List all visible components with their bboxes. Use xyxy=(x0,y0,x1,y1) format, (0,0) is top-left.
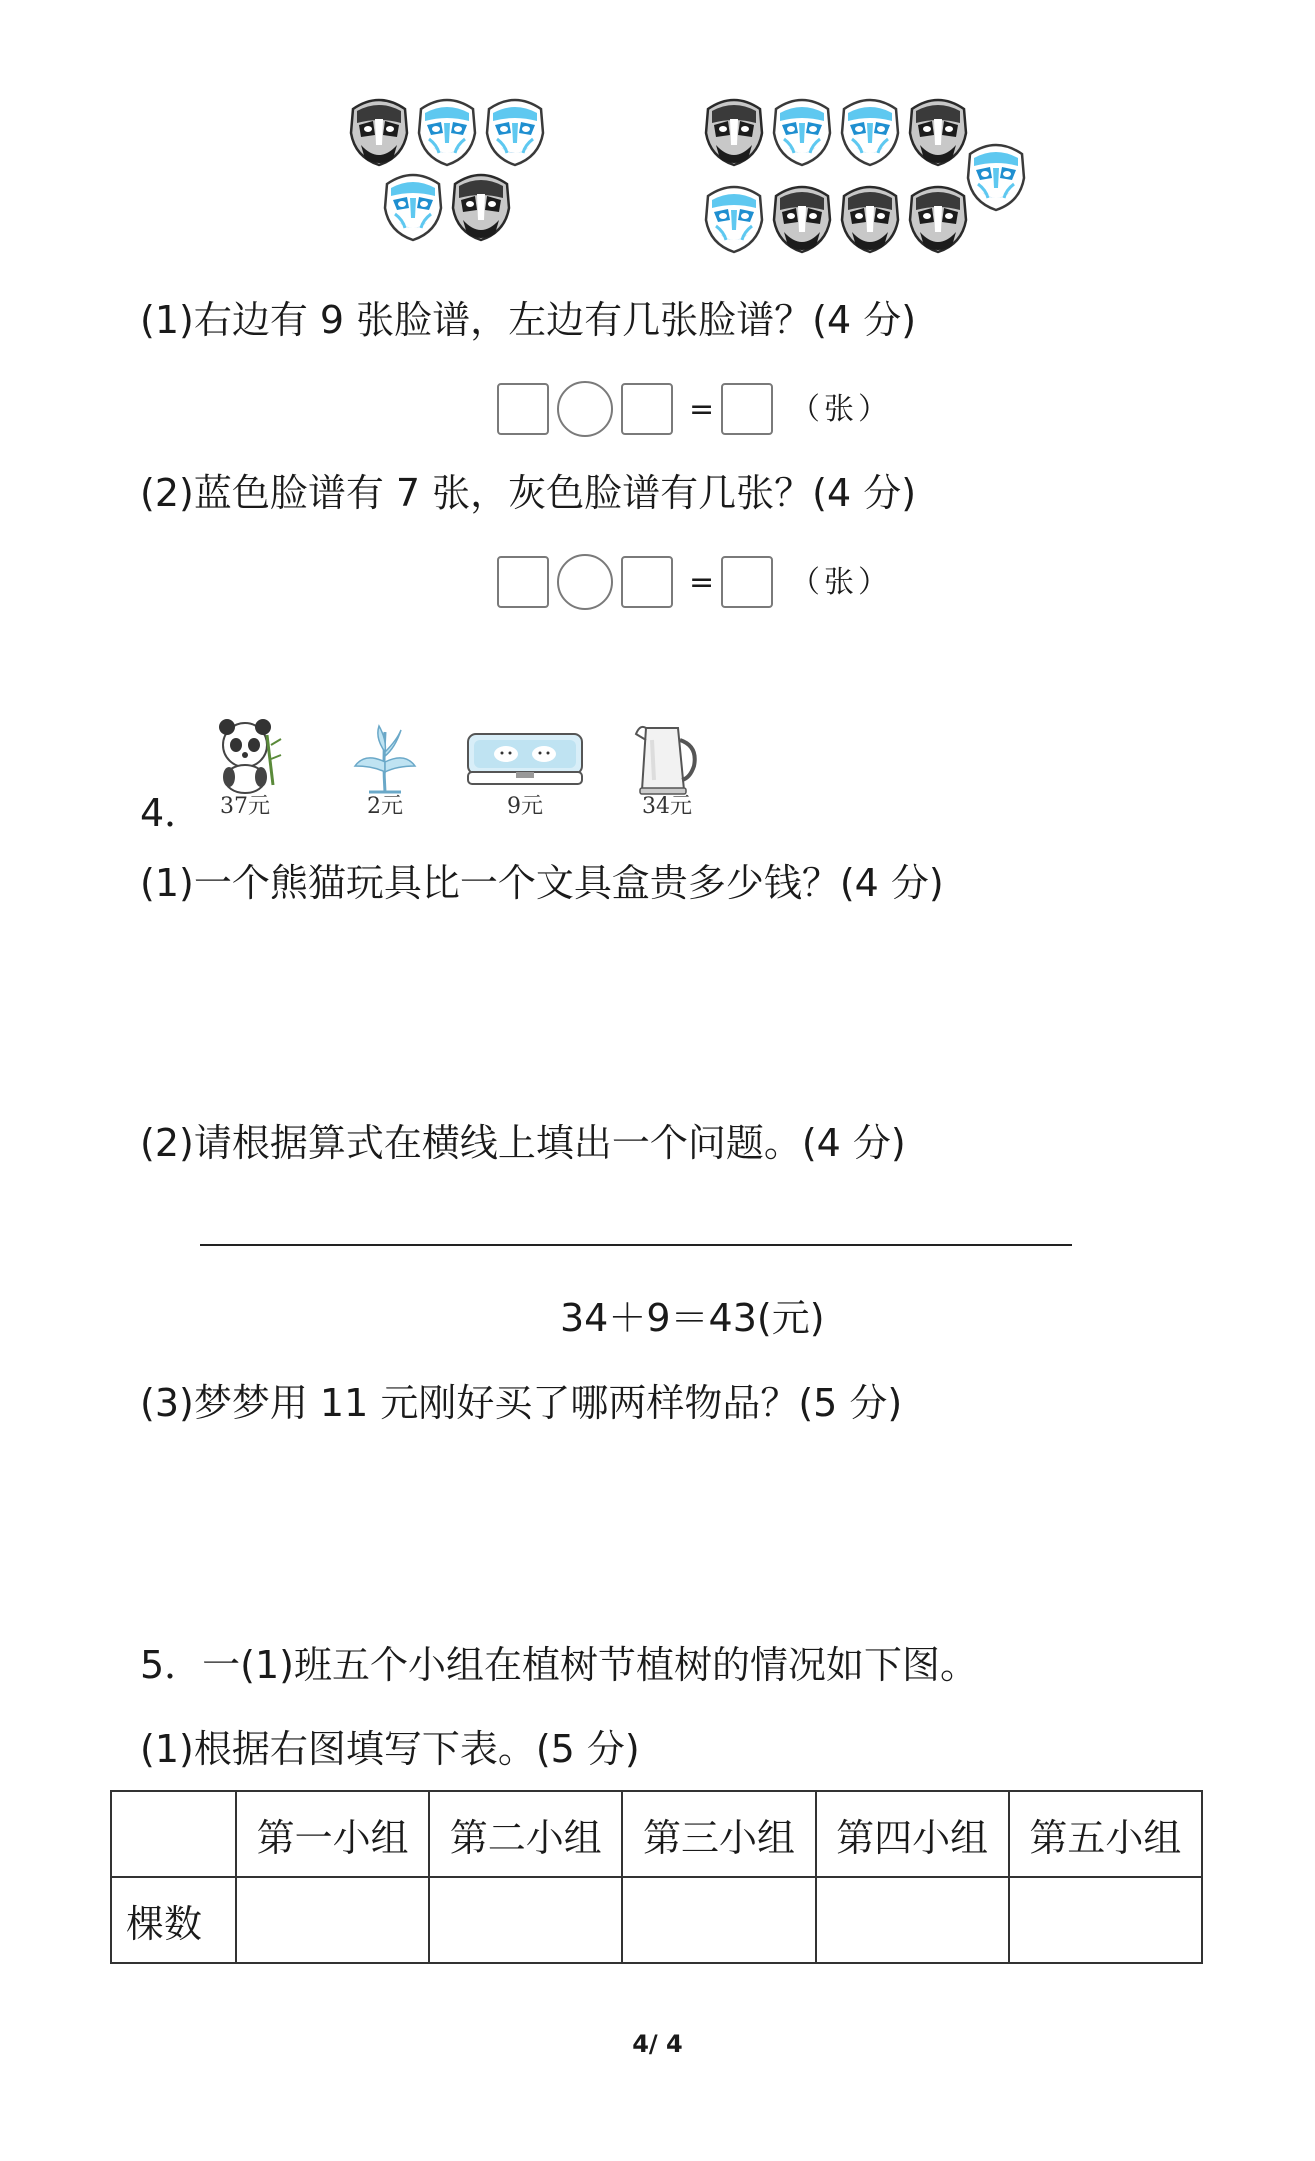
gray-mask-icon xyxy=(838,182,902,254)
answer-cell[interactable] xyxy=(816,1877,1009,1963)
q4-formula: 34＋9＝43(元) xyxy=(560,1296,825,1340)
pencil-box-price: 9元 xyxy=(507,794,543,819)
table-header-cell: 第五小组 xyxy=(1009,1791,1202,1877)
table-row xyxy=(111,1877,1202,1963)
gray-mask-icon xyxy=(906,182,970,254)
answer-box[interactable] xyxy=(497,383,549,435)
q3-part1-text: (1)右边有 9 张脸谱，左边有几张脸谱？(4 分) xyxy=(140,298,917,342)
q5-title: 5．一(1)班五个小组在植树节植树的情况如下图。 xyxy=(140,1643,979,1687)
equals-sign: = xyxy=(689,392,715,427)
result-box[interactable] xyxy=(721,383,773,435)
result-box[interactable] xyxy=(721,556,773,608)
gray-mask-icon xyxy=(449,170,513,242)
q4-number: 4． xyxy=(140,791,203,835)
answer-cell[interactable] xyxy=(1009,1877,1202,1963)
gray-mask-icon xyxy=(702,95,766,167)
answer-cell[interactable] xyxy=(429,1877,622,1963)
q4-part2-text: (2)请根据算式在横线上填出一个问题。(4 分) xyxy=(140,1121,906,1165)
blue-mask-icon xyxy=(415,95,479,167)
table-row-label: 棵数 xyxy=(111,1877,236,1963)
kettle-icon xyxy=(632,720,702,796)
answer-cell[interactable] xyxy=(236,1877,429,1963)
table-header-cell: 第二小组 xyxy=(429,1791,622,1877)
operator-circle[interactable] xyxy=(557,381,613,437)
table-corner-cell xyxy=(111,1791,236,1877)
blue-mask-icon xyxy=(483,95,547,167)
table-header-row xyxy=(111,1791,1202,1877)
q4-part1-text: (1)一个熊猫玩具比一个文具盒贵多少钱？(4 分) xyxy=(140,861,944,905)
blue-mask-icon xyxy=(964,140,1028,212)
blue-mask-icon xyxy=(381,170,445,242)
unit-label: （张） xyxy=(790,392,892,427)
q3-part2-text: (2)蓝色脸谱有 7 张，灰色脸谱有几张？(4 分) xyxy=(140,471,917,515)
pencil-box-icon xyxy=(466,732,584,788)
answer-box[interactable] xyxy=(621,383,673,435)
equals-sign: = xyxy=(689,565,715,600)
operator-circle[interactable] xyxy=(557,554,613,610)
blue-mask-icon xyxy=(838,95,902,167)
page-number: 4/ 4 xyxy=(632,2030,683,2058)
panda-toy-icon xyxy=(205,715,285,795)
plant-price: 2元 xyxy=(367,794,403,819)
table-header-cell: 第三小组 xyxy=(622,1791,815,1877)
kettle-price: 34元 xyxy=(642,794,692,819)
gray-mask-icon xyxy=(347,95,411,167)
blue-mask-icon xyxy=(702,182,766,254)
gray-mask-icon xyxy=(770,182,834,254)
gray-mask-icon xyxy=(906,95,970,167)
plant-icon xyxy=(345,722,425,794)
table-header-cell: 第一小组 xyxy=(236,1791,429,1877)
tree-count-table xyxy=(110,1790,1203,1964)
q4-part3-text: (3)梦梦用 11 元刚好买了哪两样物品？(5 分) xyxy=(140,1381,903,1425)
answer-box[interactable] xyxy=(621,556,673,608)
panda-price: 37元 xyxy=(220,794,270,819)
unit-label: （张） xyxy=(790,565,892,600)
table-header-cell: 第四小组 xyxy=(816,1791,1009,1877)
answer-cell[interactable] xyxy=(622,1877,815,1963)
answer-box[interactable] xyxy=(497,556,549,608)
answer-blank-line[interactable] xyxy=(200,1244,1072,1246)
blue-mask-icon xyxy=(770,95,834,167)
q5-part1-text: (1)根据右图填写下表。(5 分) xyxy=(140,1727,640,1771)
